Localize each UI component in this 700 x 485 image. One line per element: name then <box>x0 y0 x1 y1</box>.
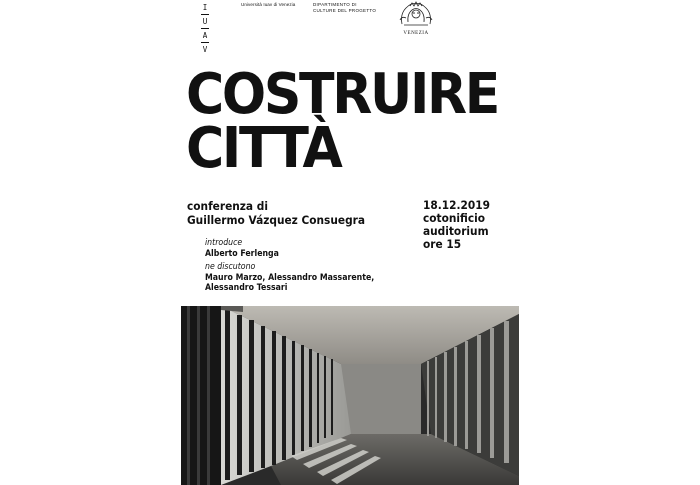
title-line: CITTÀ <box>186 116 341 181</box>
discuss-label: ne discutono <box>205 262 256 272</box>
department-name <box>313 2 376 14</box>
participants <box>205 238 374 294</box>
iuav-logo <box>200 2 210 55</box>
seal-caption: VENEZIA <box>403 31 429 36</box>
event-venue: cotonificio <box>423 211 486 225</box>
speaker-name: Guillermo Vázquez Consuegra <box>187 213 366 227</box>
event-date: 18.12.2019 <box>423 198 490 212</box>
poster-title <box>186 62 499 181</box>
conference-info <box>187 199 365 227</box>
university-name: Università Iuav di Venezia <box>241 2 296 7</box>
discuss-names: Mauro Marzo, Alessandro Massarente, <box>205 272 375 283</box>
event-details <box>423 199 490 251</box>
seal-icon <box>392 0 440 28</box>
iuav-letter: I <box>202 3 208 12</box>
iuav-letter: A <box>202 31 208 40</box>
intro-name: Alberto Ferlenga <box>205 248 279 259</box>
event-room: auditorium <box>423 224 489 238</box>
title-line: COSTRUIRE <box>186 62 499 127</box>
intro-label: introduce <box>205 238 243 248</box>
iuav-letter: U <box>202 17 208 26</box>
conference-label: conferenza di <box>187 199 268 213</box>
department-line: DIPARTIMENTO DI <box>313 2 357 7</box>
department-line: CULTURE DEL PROGETTO <box>313 8 377 13</box>
architecture-photo <box>181 306 519 485</box>
iuav-letter: V <box>202 45 208 54</box>
event-time: ore 15 <box>423 237 462 251</box>
discuss-names: Alessandro Tessari <box>205 283 288 293</box>
